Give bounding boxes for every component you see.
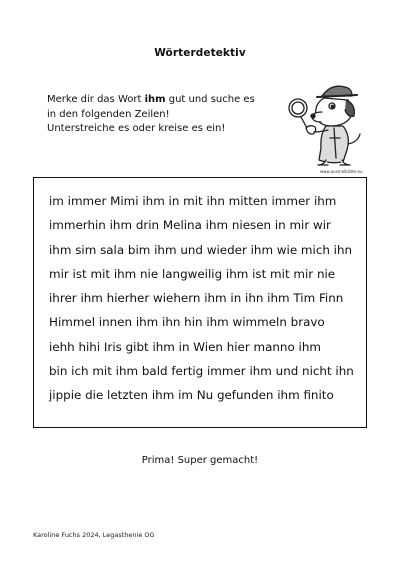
page-title: Wörterdetektiv xyxy=(154,47,246,59)
instruction-line-3: Unterstreiche es oder kreise es ein! xyxy=(47,123,226,134)
instructions xyxy=(47,93,297,137)
instruction-line-1: Merke dir das Wort ihm gut und suche es xyxy=(47,94,255,105)
word-line[interactable]: im immer Mimi ihm in mit ihn mitten immer ihm xyxy=(49,194,337,208)
target-word: ihm xyxy=(144,94,166,105)
word-line[interactable]: immerhin ihm drin Melina ihm niesen in mir wir xyxy=(49,218,331,233)
word-line[interactable]: mir ist mit ihm nie langweilig ihm ist mit mir nie xyxy=(49,266,336,281)
word-line[interactable]: ihrer ihm hierher wiehern ihm in ihn ihm Tim Finn xyxy=(49,291,344,306)
footer-credit: Karoline Fuchs 2024, Legasthenie OG xyxy=(33,531,155,539)
instruction-line-2: in den folgenden Zeilen! xyxy=(47,108,170,120)
praise-text: Prima! Super gemacht! xyxy=(141,455,259,466)
word-line[interactable]: ihm sim sala bim ihm und wieder ihm wie mich ihn xyxy=(49,242,353,257)
image-credit: www.ausmalbilder.eu xyxy=(320,169,363,174)
word-line[interactable]: iehh hihi Iris gibt ihm in Wien hier manno ihm xyxy=(49,339,321,354)
detective-dog-icon xyxy=(284,78,370,168)
word-line[interactable]: Himmel innen ihm ihn hin ihm wimmeln bravo xyxy=(49,315,325,330)
word-lines xyxy=(49,189,367,408)
word-search-box xyxy=(33,177,367,428)
word-line[interactable]: bin ich mit ihm bald fertig immer ihm und nicht ihn xyxy=(49,364,354,379)
word-line[interactable]: jippie die letzten ihm im Nu gefunden ihm finito xyxy=(49,388,334,403)
